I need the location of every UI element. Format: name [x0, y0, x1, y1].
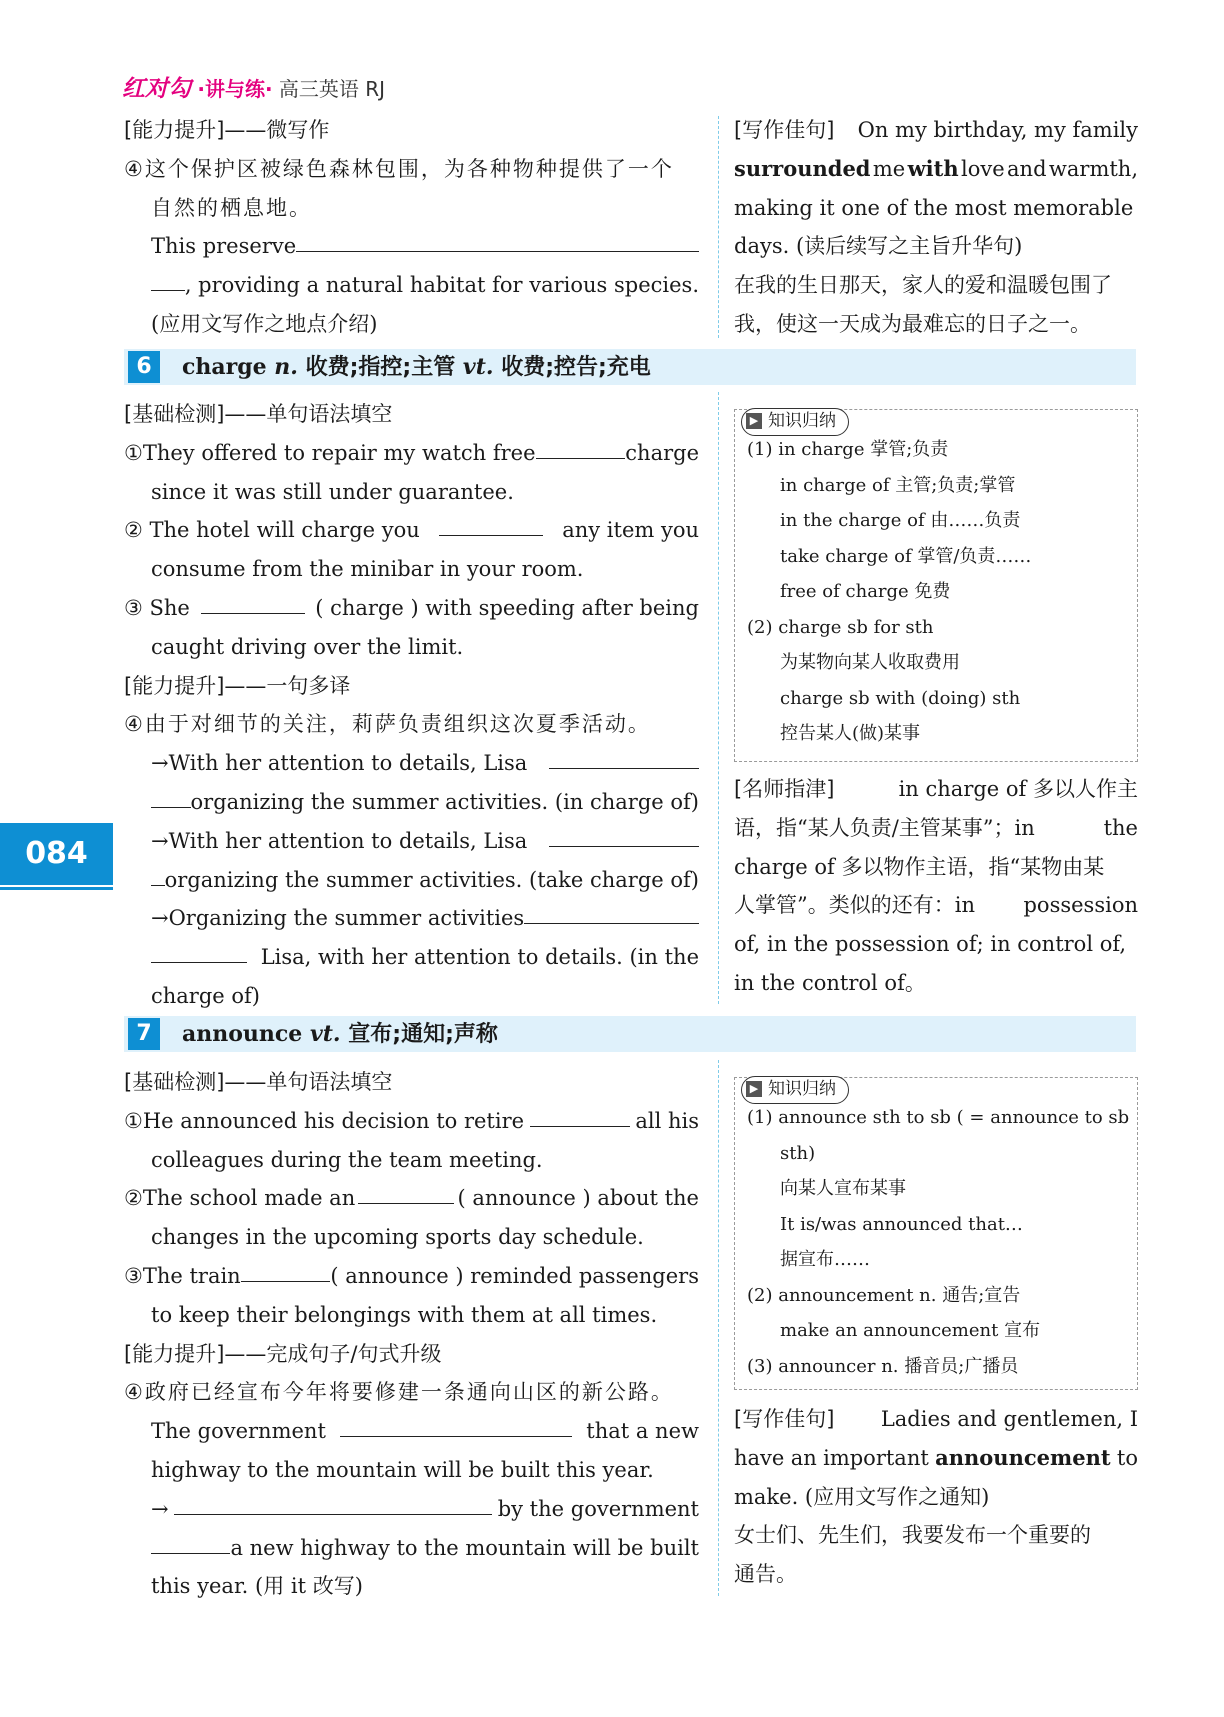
t3-line-3: charge of) [151, 983, 260, 1008]
knowledge-item: 为某物向某人收取费用 [780, 652, 960, 673]
q2-text: ( announce ) about the [457, 1186, 699, 1211]
translation-text: →With her attention to details, Lisa [151, 828, 528, 853]
answer-blank[interactable] [151, 938, 247, 963]
writing-line-2 [734, 150, 1138, 189]
t2-line-2 [124, 861, 699, 900]
section-title [182, 1016, 498, 1053]
writing-line-3: making it one of the most memorable [734, 195, 1134, 220]
word: warmth, [1048, 156, 1138, 181]
writing-line-1 [734, 1400, 1138, 1439]
knowledge-item: make an announcement 宣布 [780, 1320, 1041, 1341]
tip-text: the [1103, 815, 1138, 840]
meaning: 宣布;通知;声称 [348, 1022, 498, 1047]
arrow-text: → [151, 1496, 169, 1521]
writing-line-1 [734, 111, 1138, 150]
q2-line-2: consume from the minibar in your room. [151, 557, 584, 582]
q1-text: all his [635, 1108, 699, 1133]
running-header [122, 70, 385, 103]
q1-line-1 [124, 434, 699, 473]
brand-logo: 红对勾 [122, 76, 191, 102]
play-arrow-icon: ▶ [746, 1081, 762, 1097]
answer-blank[interactable] [530, 1102, 630, 1127]
page-number-rule [0, 887, 113, 890]
answer-blank[interactable] [151, 861, 165, 886]
s5-right-column [734, 111, 1138, 344]
knowledge-item: in charge of 主管;负责;掌管 [780, 474, 1016, 496]
writing-tag: [写作佳句] [734, 1407, 835, 1431]
knowledge-item: (2) charge sb for sth [747, 616, 934, 638]
column-divider [718, 1060, 719, 1596]
answer-blank[interactable] [296, 227, 699, 252]
word: love [961, 156, 1005, 181]
word: to [1116, 1445, 1138, 1470]
q4-chinese-cont: 自然的栖息地。 [151, 195, 312, 220]
knowledge-item: (1) announce sth to sb ( = announce to sb [747, 1107, 1129, 1128]
q3-text: ( announce ) reminded passengers [330, 1263, 699, 1288]
s6-left-column [124, 395, 699, 1016]
q3-line-2: to keep their belongings with them at all times. [151, 1302, 658, 1327]
q3-text: ( charge ) with speeding after being [315, 595, 699, 620]
writing-line-3: make. (应用文写作之通知) [734, 1484, 990, 1509]
answer-blank[interactable] [536, 434, 626, 459]
teacher-tip [734, 770, 1138, 1003]
knowledge-item: 控告某人(做)某事 [780, 723, 921, 744]
meaning: 收费;指控;主管 [305, 355, 456, 380]
writing-translation-2: 我，使这一天成为最难忘的日子之一。 [734, 311, 1091, 336]
play-arrow-icon: ▶ [746, 413, 762, 429]
word: me [872, 156, 906, 181]
c1-line-1 [124, 1412, 699, 1451]
tip-text: in charge of 多以人作主 [898, 777, 1138, 801]
word: an [790, 1445, 817, 1470]
completion-text: a new highway to the mountain will be built [230, 1535, 699, 1560]
tip-line-6: in the control of。 [734, 970, 926, 995]
q3-line-1 [124, 1257, 699, 1296]
word: important [823, 1445, 929, 1470]
q4-line-3: (应用文写作之地点介绍) [151, 311, 378, 336]
knowledge-item: 向某人宣布某事 [780, 1178, 906, 1199]
answer-blank[interactable] [201, 589, 305, 614]
tip-line-5: of, in the possession of; in control of, [734, 932, 1127, 957]
q1-text: charge [625, 440, 699, 465]
column-divider [718, 116, 719, 338]
answer-blank[interactable] [340, 1412, 572, 1437]
knowledge-item: in the charge of 由……负责 [780, 510, 1021, 531]
c2-line-3: this year. (用 it 改写) [151, 1574, 363, 1599]
q4-line-1 [124, 227, 699, 266]
tip-text: 人掌管”。类似的还有：in [734, 893, 975, 918]
q2-text: ② The hotel will charge you [124, 518, 420, 543]
q4-chinese: ④政府已经宣布今年将要修建一条通向山区的新公路。 [124, 1380, 674, 1405]
writing-translation-1: 女士们、先生们，我要发布一个重要的 [734, 1523, 1091, 1548]
series-name: ·讲与练· [197, 77, 273, 101]
c2-line-2 [124, 1529, 699, 1568]
knowledge-item: (1) in charge 掌管;负责 [747, 439, 949, 460]
c1-line-2: highway to the mountain will be built this year. [151, 1457, 654, 1482]
knowledge-box [734, 409, 1138, 762]
word: have [734, 1445, 785, 1470]
answer-blank[interactable] [151, 266, 185, 291]
answer-blank[interactable] [549, 744, 699, 769]
headword: charge [182, 354, 267, 380]
answer-blank[interactable] [174, 1490, 492, 1515]
q3-text: ③The train [124, 1263, 241, 1288]
subject-name: 高三英语 RJ [278, 77, 386, 101]
knowledge-item: sth) [780, 1142, 816, 1164]
s7-left-column [124, 1063, 699, 1606]
knowledge-item: charge sb with (doing) sth [780, 687, 1021, 709]
knowledge-item: 据宣布…… [780, 1249, 870, 1270]
basic-test-tag: [基础检测]——单句语法填空 [124, 1070, 393, 1094]
basic-test-tag: [基础检测]——单句语法填空 [124, 402, 393, 426]
q3-line-1 [124, 589, 699, 628]
q2-text: any item you [562, 518, 699, 543]
q4-text: This preserve [151, 234, 297, 259]
knowledge-title-text: 知识归纳 [768, 1079, 836, 1099]
column-divider [718, 392, 719, 1004]
knowledge-item: It is/was announced that… [780, 1213, 1023, 1235]
section-title [182, 349, 651, 386]
knowledge-item: (2) announcement n. 通告;宣告 [747, 1284, 1021, 1306]
answer-blank[interactable] [439, 511, 543, 536]
translation-text: →With her attention to details, Lisa [151, 751, 528, 776]
q3-text: ③ She [124, 595, 190, 620]
tip-line-1 [734, 770, 1138, 809]
answer-blank[interactable] [151, 1529, 230, 1554]
q1-text: ①He announced his decision to retire [124, 1108, 525, 1133]
section-6-header [124, 349, 1136, 385]
writing-line-2 [734, 1439, 1138, 1478]
q1-line-2: colleagues during the team meeting. [151, 1147, 543, 1172]
keyword: surrounded [734, 155, 871, 181]
q4-text: , providing a natural habitat for various species. [184, 273, 699, 298]
answer-blank[interactable] [241, 1257, 331, 1282]
knowledge-item: (3) announcer n. 播音员;广播员 [747, 1355, 1019, 1377]
q1-line-2: since it was still under guarantee. [151, 479, 514, 504]
answer-blank[interactable] [151, 783, 191, 808]
knowledge-item: take charge of 掌管/负责…… [780, 545, 1032, 567]
q1-line-1 [124, 1102, 699, 1141]
answer-blank[interactable] [358, 1179, 454, 1204]
t1-line-2 [124, 783, 699, 822]
knowledge-box [734, 1077, 1138, 1390]
completion-text: by the government [497, 1496, 699, 1521]
t3-line-2 [124, 938, 699, 977]
t3-line-1 [124, 899, 699, 938]
writing-line-4: days. (读后续写之主旨升华句) [734, 234, 1023, 259]
q4-chinese: ④这个保护区被绿色森林包围，为各种物种提供了一个 [124, 156, 674, 181]
tip-text: 语，指“某人负责/主管某事”；in [734, 815, 1035, 840]
writing-translation-1: 在我的生日那天，家人的爱和温暖包围了 [734, 273, 1112, 298]
part-of-speech: vt. [462, 354, 494, 380]
meaning: 收费;控告;充电 [501, 355, 651, 380]
tip-line-4 [734, 886, 1138, 925]
ability-tag: [能力提升]——一句多译 [124, 673, 351, 698]
part-of-speech: vt. [309, 1021, 341, 1047]
completion-text: that a new [586, 1419, 699, 1444]
keyword: announcement [935, 1444, 1111, 1470]
knowledge-title [741, 1076, 849, 1104]
q2-line-2: changes in the upcoming sports day schedule. [151, 1225, 644, 1250]
word: and [1007, 156, 1047, 181]
q4-line-2 [124, 266, 699, 305]
t1-line-1 [124, 744, 699, 783]
completion-text: The government [151, 1419, 326, 1444]
headword: announce [182, 1021, 303, 1047]
translation-text: →Organizing the summer activities [151, 906, 525, 931]
answer-blank[interactable] [524, 899, 699, 924]
knowledge-item: free of charge 免费 [780, 581, 951, 602]
writing-text: Ladies and gentlemen, I [880, 1407, 1138, 1431]
page-number: 084 [0, 823, 113, 885]
q2-line-1 [124, 511, 699, 550]
q1-text: ①They offered to repair my watch free [124, 440, 536, 465]
keyword: with [907, 155, 959, 181]
c2-line-1 [124, 1490, 699, 1529]
translation-text: Lisa, with her attention to details. (in the [260, 945, 699, 970]
section-number: 6 [128, 351, 160, 383]
s5-left-column [124, 111, 699, 344]
part-of-speech: n. [274, 354, 298, 380]
writing-translation-2: 通告。 [734, 1562, 797, 1587]
writing-text: On my birthday, my family [857, 118, 1138, 142]
q2-text: ②The school made an [124, 1186, 356, 1211]
t2-line-1 [124, 822, 699, 861]
tip-line-2 [734, 809, 1138, 848]
tip-text: possession [1023, 893, 1138, 918]
q4-chinese: ④由于对细节的关注，莉萨负责组织这次夏季活动。 [124, 712, 651, 737]
ability-tag: [能力提升]——完成句子/句式升级 [124, 1341, 442, 1366]
q3-line-2: caught driving over the limit. [151, 634, 464, 659]
q2-line-1 [124, 1179, 699, 1218]
knowledge-title [741, 408, 849, 436]
answer-blank[interactable] [549, 822, 699, 847]
writing-tag: [写作佳句] [734, 118, 835, 142]
translation-text: organizing the summer activities. (in charge of) [190, 789, 699, 814]
tip-tag: [名师指津] [734, 777, 835, 801]
s7-writing [734, 1400, 1138, 1594]
knowledge-title-text: 知识归纳 [768, 411, 836, 431]
translation-text: organizing the summer activities. (take charge of) [164, 867, 699, 892]
tip-line-3: charge of 多以物作主语，指“某物由某 [734, 854, 1105, 879]
ability-tag: [能力提升]——微写作 [124, 118, 330, 142]
section-number: 7 [128, 1018, 160, 1050]
section-7-header [124, 1016, 1136, 1052]
